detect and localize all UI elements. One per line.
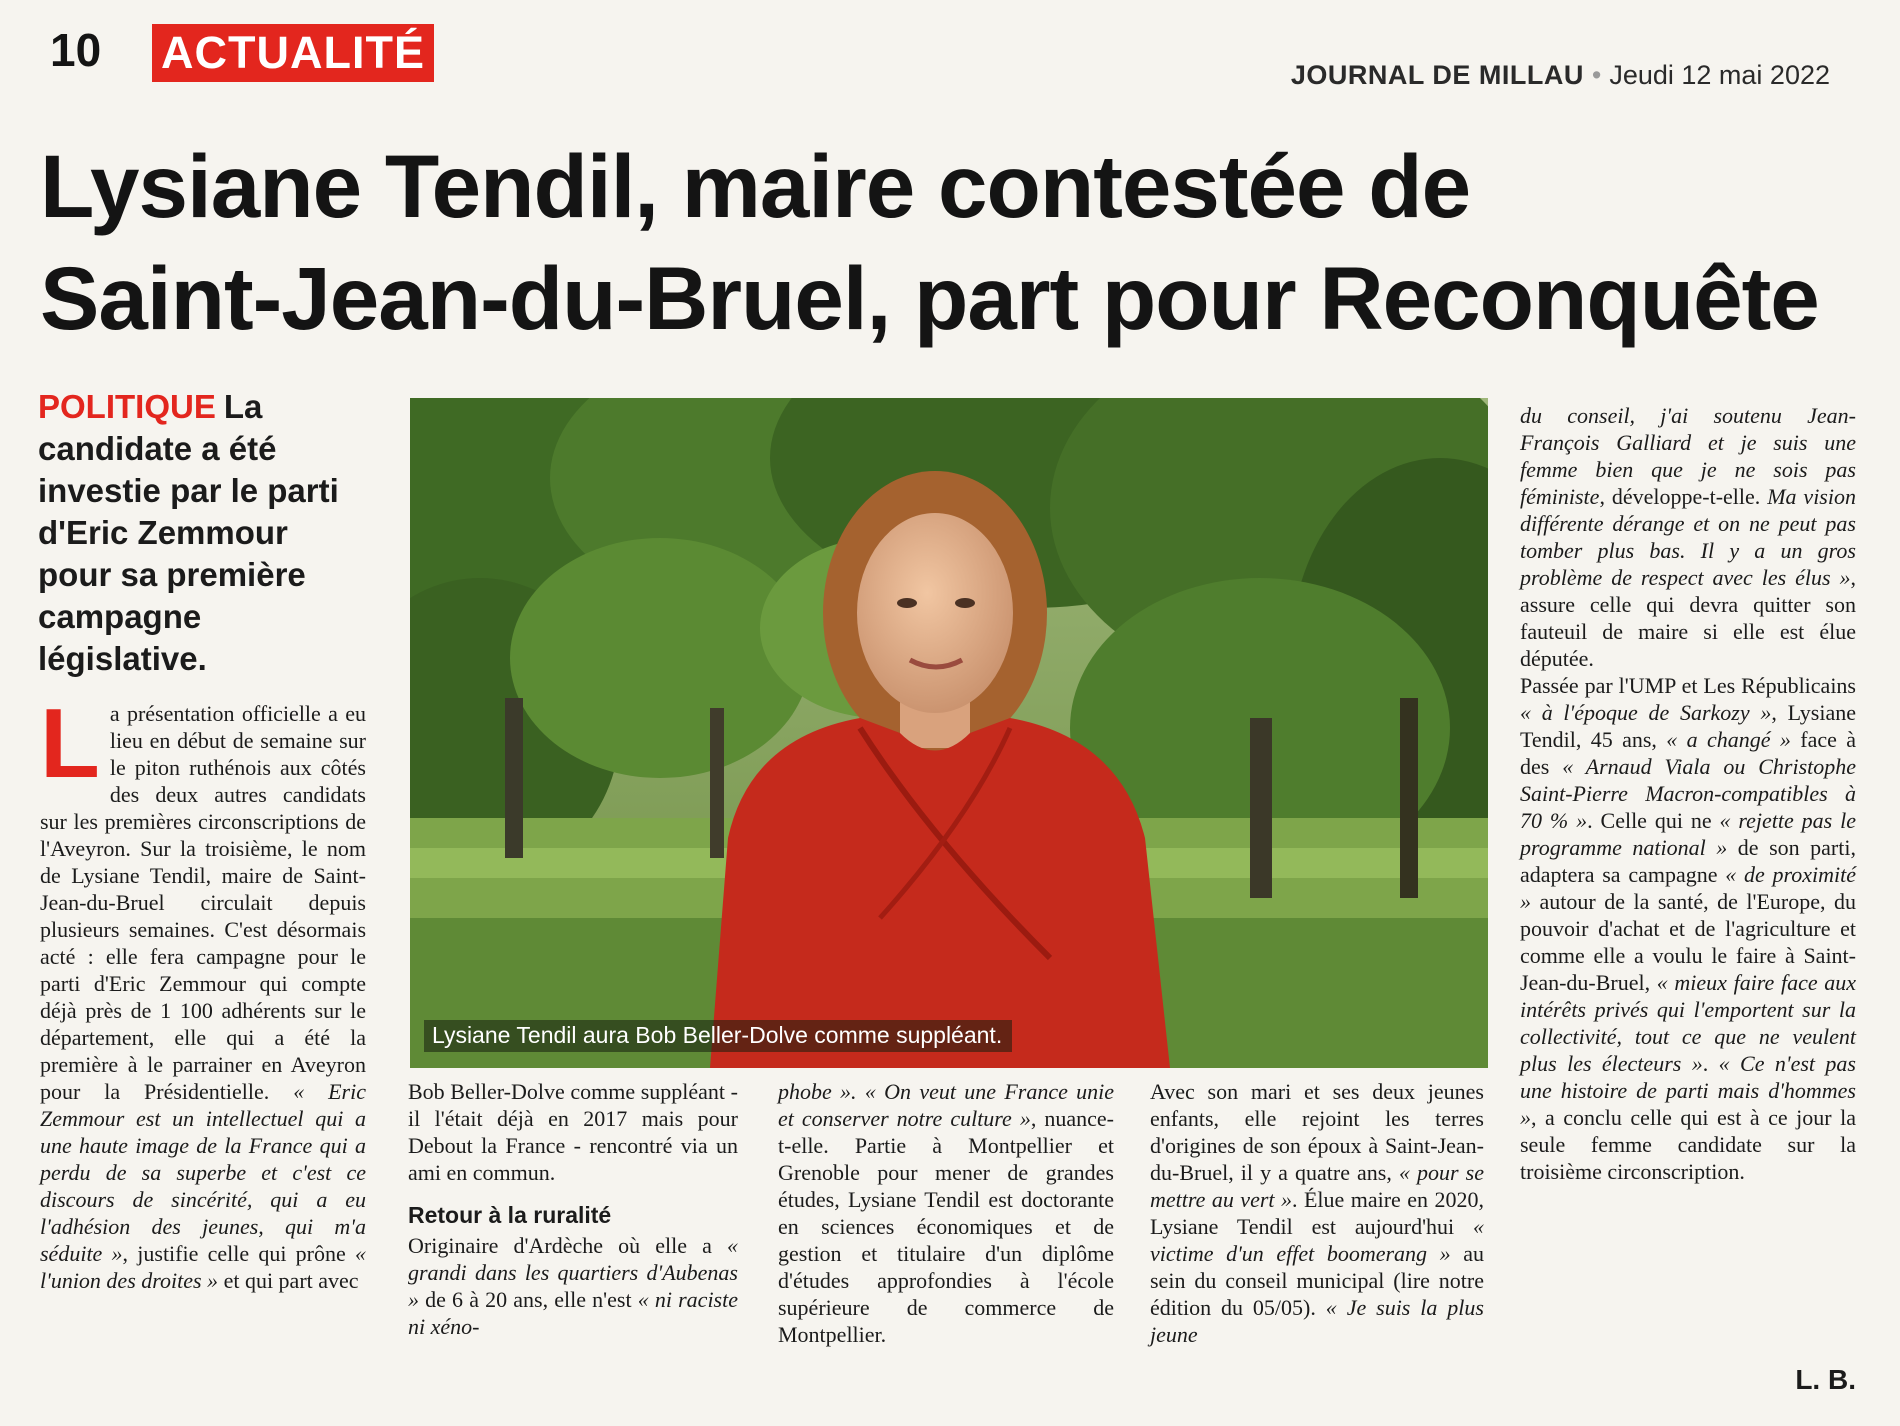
photo-illustration	[410, 398, 1488, 1068]
paragraph-text: , assure celle qui devra quitter son fauteuil de maire si elle est élue députée.	[1520, 565, 1856, 671]
quote: « victime d'un effet boomerang »	[1150, 1214, 1484, 1266]
body-column-5	[1520, 402, 1856, 1185]
paragraph-text: de son parti, adaptera sa campagne	[1520, 835, 1856, 887]
issue-date: Jeudi 12 mai 2022	[1609, 60, 1830, 90]
paragraph-text: , Lysiane Tendil, 45 ans,	[1520, 700, 1857, 752]
paragraph	[1520, 402, 1856, 672]
paragraph	[408, 1232, 738, 1340]
paragraph-text: . Élue maire en 2020, Lysiane Tendil est aujourd'hui	[1150, 1187, 1484, 1239]
paragraph-text: , nuance-t-elle. Partie à Montpellier et Grenoble pour mener de grandes études, Lysiane Tendil est doctorante en sciences économiques et de gestion et titulaire d'un diplôme d'études approfondies à l'école supérieure de commerce de Montpellier.	[778, 1106, 1114, 1347]
quote: Ma vision différente dérange et on ne peut pas tomber plus bas. Il y a un gros problème de respect avec les élus »	[1520, 484, 1856, 590]
section-tag: ACTUALITÉ	[152, 24, 434, 82]
quote: « de proximité »	[1520, 862, 1857, 914]
photo-caption: Lysiane Tendil aura Bob Beller-Dolve comme suppléant.	[424, 1020, 1012, 1052]
masthead	[1291, 60, 1830, 91]
paragraph-text: au sein du conseil municipal (lire notre édition du 05/05).	[1150, 1241, 1485, 1320]
quote: « Ce n'est pas une histoire de parti mais d'hommes »	[1520, 1051, 1856, 1130]
paragraph-text: de 6 à 20 ans, elle n'est	[419, 1287, 638, 1312]
subheading: Retour à la ruralité	[408, 1202, 612, 1228]
paragraph-text: Avec son mari et ses deux jeunes enfants, elle rejoint les terres d'origines de son époux à Saint-Jean-du-Bruel, il y a quatre ans,	[1150, 1079, 1484, 1185]
paragraph-text	[857, 1079, 865, 1104]
article-photo	[410, 398, 1488, 1068]
body-column-2	[408, 1078, 738, 1340]
body-column-4	[1150, 1078, 1484, 1348]
quote: « grandi dans les quartiers d'Aubenas »	[408, 1233, 738, 1312]
paragraph-text: , développe-t-elle.	[1599, 484, 1768, 509]
drop-cap: L	[40, 688, 100, 798]
paragraph-text: Passée par l'UMP et Les Républicains	[1520, 673, 1856, 698]
quote: « Je suis la plus jeune	[1150, 1295, 1484, 1347]
quote: « Arnaud Viala ou Christophe Saint-Pierre Macron-compatibles à 70 % »	[1520, 754, 1857, 833]
body-column-1	[40, 688, 366, 1294]
paragraph-text: , justifie celle qui prône	[122, 1241, 355, 1266]
intro-text: La candidate a été investie par le parti d'Eric Zemmour pour sa première campagne législative.	[38, 388, 339, 677]
paragraph-text: a présentation officielle a eu lieu en début de semaine sur le piton ruthénois aux côtés des deux autres candidats sur les premières circonscriptions de l'Aveyron. Sur la troisième, le nom de Lysiane Tendil, maire de Saint-Jean-du-Bruel circulait depuis plusieurs semaines. C'est désormais acté : elle fera campagne pour le parti d'Eric Zemmour qui compte déjà près de 1 100 adhérents sur le département, elle qui a été la première à le parrainer en Aveyron pour la Présidentielle.	[40, 701, 366, 1104]
author-signature: L. B.	[1795, 1364, 1856, 1395]
journal-name: JOURNAL DE MILLAU	[1290, 60, 1584, 90]
quote: « rejette pas le programme national »	[1520, 808, 1856, 860]
paragraph-text: autour de la santé, de l'Europe, du pouvoir d'achat et de l'agriculture et comme elle a voulu le faire à Saint-Jean-du-Bruel,	[1520, 889, 1856, 995]
paragraph-text: .	[1702, 1051, 1719, 1076]
headline	[40, 130, 1870, 354]
quote: « mieux faire face aux intérêts privés qui l'emportent sur la collectivité, tout ce que ne veulent plus les électeurs »	[1520, 970, 1856, 1076]
paragraph	[778, 1078, 1114, 1348]
article-intro	[38, 386, 368, 680]
kicker-label: POLITIQUE	[38, 388, 216, 425]
quote: « Eric Zemmour est un intellectuel qui a une haute image de la France qui a perdu de sa superbe et c'est ce discours de sincérité, qui a eu l'adhésion des jeunes, qui m'a séduite »	[40, 1079, 366, 1266]
quote: du conseil, j'ai soutenu Jean-François Galliard et je suis une femme bien que je ne sois pas féministe	[1520, 403, 1856, 509]
headline-line-1: Lysiane Tendil, maire contestée de	[40, 136, 1471, 236]
quote: « à l'époque de Sarkozy »	[1520, 700, 1772, 725]
paragraph	[1520, 672, 1856, 1185]
quote: « ni raciste ni xéno-	[408, 1287, 738, 1339]
paragraph	[40, 688, 366, 1294]
paragraph-text: et qui part avec	[218, 1268, 359, 1293]
quote: « l'union des droites »	[40, 1241, 366, 1293]
paragraph-text: . Celle qui ne	[1587, 808, 1720, 833]
quote: « a changé »	[1666, 727, 1791, 752]
quote: « pour se mettre au vert »	[1150, 1160, 1484, 1212]
body-column-3	[778, 1078, 1114, 1348]
paragraph-text: Originaire d'Ardèche où elle a	[408, 1233, 727, 1258]
page-number: 10	[50, 24, 102, 76]
paragraph: Bob Beller-Dolve comme suppléant - il l'était déjà en 2017 mais pour Debout la France - rencontré via un ami en commun.	[408, 1079, 738, 1185]
paragraph-text: , a conclu celle qui est à ce jour la seule femme candidate sur la troisième circonscription.	[1520, 1105, 1856, 1184]
headline-line-2: Saint-Jean-du-Bruel, part pour Reconquête	[40, 248, 1819, 348]
paragraph-text: face à des	[1520, 727, 1857, 779]
quote: « On veut une France unie et conserver notre culture »	[778, 1079, 1115, 1131]
masthead-separator: •	[1591, 60, 1602, 90]
quote: phobe ».	[778, 1079, 857, 1104]
paragraph	[1150, 1078, 1484, 1348]
